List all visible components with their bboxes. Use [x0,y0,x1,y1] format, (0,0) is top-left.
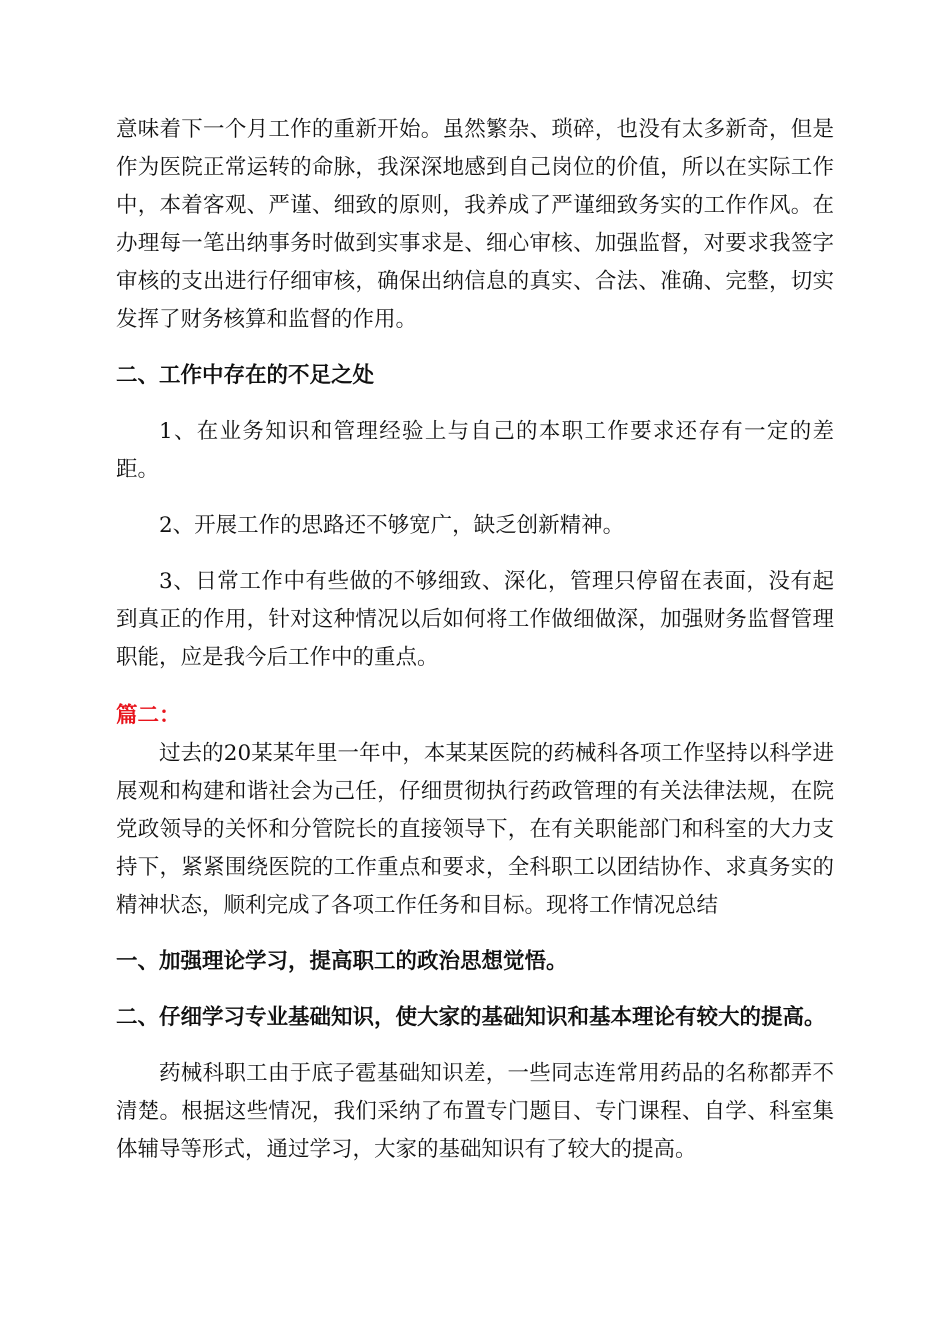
paragraph-work-attitude: 意味着下一个月工作的重新开始。虽然繁杂、琐碎，也没有太多新奇，但是作为医院正常运转的命脉，我深深地感到自己岗位的价值，所以在实际工作中，本着客观、严谨、细致的原则，我养成了严谨细致务实的工作作风。在办理每一笔出纳事务时做到实事求是、细心审核、加强监督，对要求我签字审核的支出进行仔细审核，确保出纳信息的真实、合法、准确、完整，切实发挥了财务核算和监督的作用。 [116,117,834,332]
paragraph-pharmacy-summary: 过去的20某某年里一年中，本某某医院的药械科各项工作坚持以科学进展观和构建和谐社会为己任，仔细贯彻执行药政管理的有关法律法规，在院党政领导的关怀和分管院长的直接领导下，在有关职能部门和科室的大力支持下，紧紧围绕医院的工作重点和要求，全科职工以团结协作、求真务实的精神状态，顺利完成了各项工作任务和目标。现将工作情况总结 [116,741,834,918]
heading-shortcomings: 二、工作中存在的不足之处 [116,363,375,388]
heading-theory-study: 一、加强理论学习，提高职工的政治思想觉悟。 [116,949,568,974]
list-item-shortcoming-2: 2、开展工作的思路还不够宽广，缺乏创新精神。 [159,513,625,538]
list-item-shortcoming-1: 1、在业务知识和管理经验上与自己的本职工作要求还存有一定的差距。 [116,419,834,482]
document-page [116,111,834,1169]
heading-professional-study: 二、仔细学习专业基础知识，使大家的基础知识和基本理论有较大的提高。 [116,1005,826,1030]
paragraph-basic-knowledge: 药械科职工由于底子雹基础知识差，一些同志连常用药品的名称都弄不清楚。根据这些情况，我们采纳了布置专门题目、专门课程、自学、科室集体辅导等形式，通过学习，大家的基础知识有了较大的提高。 [116,1061,834,1162]
section-heading-part-two: 篇二： [116,703,181,728]
list-item-shortcoming-3: 3、日常工作中有些做的不够细致、深化，管理只停留在表面，没有起到真正的作用，针对这种情况以后如何将工作做细做深，加强财务监督管理职能，应是我今后工作中的重点。 [116,569,834,670]
